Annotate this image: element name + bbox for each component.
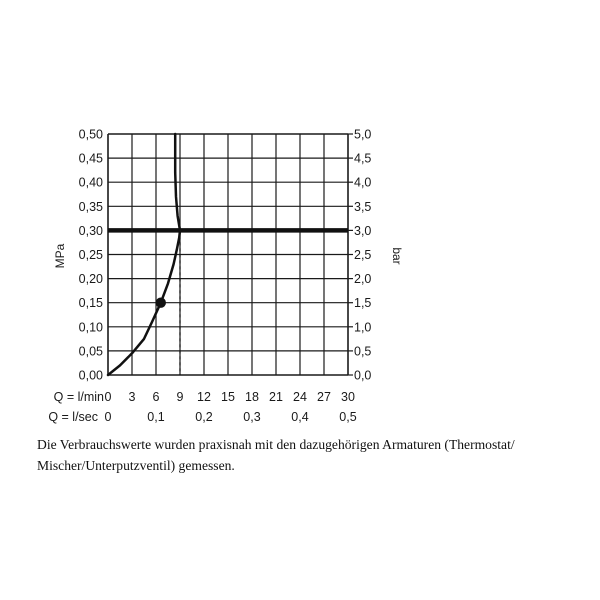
x-tick-label-lmin: 0 — [104, 390, 112, 404]
x-tick-label-lmin: 21 — [269, 390, 283, 404]
y-tick-label-bar: 4,0 — [354, 175, 372, 190]
y-tick-label-mpa: 0,15 — [78, 296, 103, 311]
y-tick-label-bar: 4,5 — [354, 151, 372, 166]
x-tick-label-lmin: 27 — [317, 390, 331, 404]
x-tick-label-lmin: 18 — [245, 390, 259, 404]
y-tick-label-bar: 1,0 — [354, 320, 372, 335]
y-tick-label-mpa: 0,10 — [78, 320, 103, 335]
y-tick-label-bar: 3,5 — [354, 199, 372, 214]
x-tick-label-lsec: 0,3 — [243, 410, 261, 424]
y-tick-label-mpa: 0,45 — [78, 151, 103, 166]
x-tick-label-lmin: 30 — [341, 390, 355, 404]
x-tick-label-lmin: 15 — [221, 390, 235, 404]
x-tick-label-lsec: 0,4 — [291, 410, 309, 424]
y-tick-label-mpa: 0,20 — [78, 272, 103, 287]
y-axis-bar-ticks — [348, 128, 371, 383]
x-tick-label-lmin: 12 — [197, 390, 211, 404]
y-tick-label-mpa: 0,35 — [78, 199, 103, 214]
x-tick-label-lsec: 0,5 — [339, 410, 357, 424]
y-tick-label-mpa: 0,40 — [78, 175, 103, 190]
x-axis-lsec-ticks — [105, 410, 357, 424]
x-tick-label-lmin: 6 — [152, 390, 160, 404]
y-tick-label-mpa: 0,30 — [78, 223, 103, 238]
y-tick-label-bar: 5,0 — [354, 127, 372, 142]
x-tick-label-lmin: 9 — [176, 390, 184, 404]
x-axis-lsec-label: Q = l/sec — [48, 410, 98, 424]
operating-point-marker — [156, 298, 166, 308]
x-tick-label-lsec: 0,1 — [147, 410, 165, 424]
y-tick-label-bar: 2,5 — [354, 248, 372, 262]
y-tick-label-bar: 1,5 — [354, 296, 372, 311]
caption-text: Die Verbrauchswerte wurden praxisnah mit den dazugehörigen Armaturen (Thermostat/ Mischer/Unterputzventil) gemessen. — [37, 437, 515, 473]
y-tick-label-mpa: 0,25 — [78, 248, 103, 262]
y-tick-label-mpa: 0,50 — [78, 127, 103, 142]
x-tick-label-lmin: 3 — [128, 390, 136, 404]
y-axis-mpa-ticks — [79, 128, 103, 383]
x-tick-label-lmin: 24 — [293, 390, 307, 404]
x-axis-lmin-label: Q = l/min — [53, 390, 104, 404]
y-tick-label-bar: 2,0 — [354, 272, 372, 287]
y-axis-left-label: MPa — [53, 243, 67, 269]
y-tick-label-bar: 0,5 — [354, 344, 372, 359]
y-tick-label-mpa: 0,05 — [78, 344, 103, 359]
y-tick-label-bar: 3,0 — [354, 223, 372, 238]
y-axis-right-label: bar — [390, 247, 404, 265]
x-tick-label-lsec: 0,2 — [195, 410, 213, 424]
x-axis-lmin-ticks — [105, 390, 355, 404]
y-tick-label-bar: 0,0 — [354, 368, 372, 383]
y-tick-label-mpa: 0,00 — [78, 368, 103, 383]
x-tick-label-lsec: 0 — [104, 410, 112, 424]
